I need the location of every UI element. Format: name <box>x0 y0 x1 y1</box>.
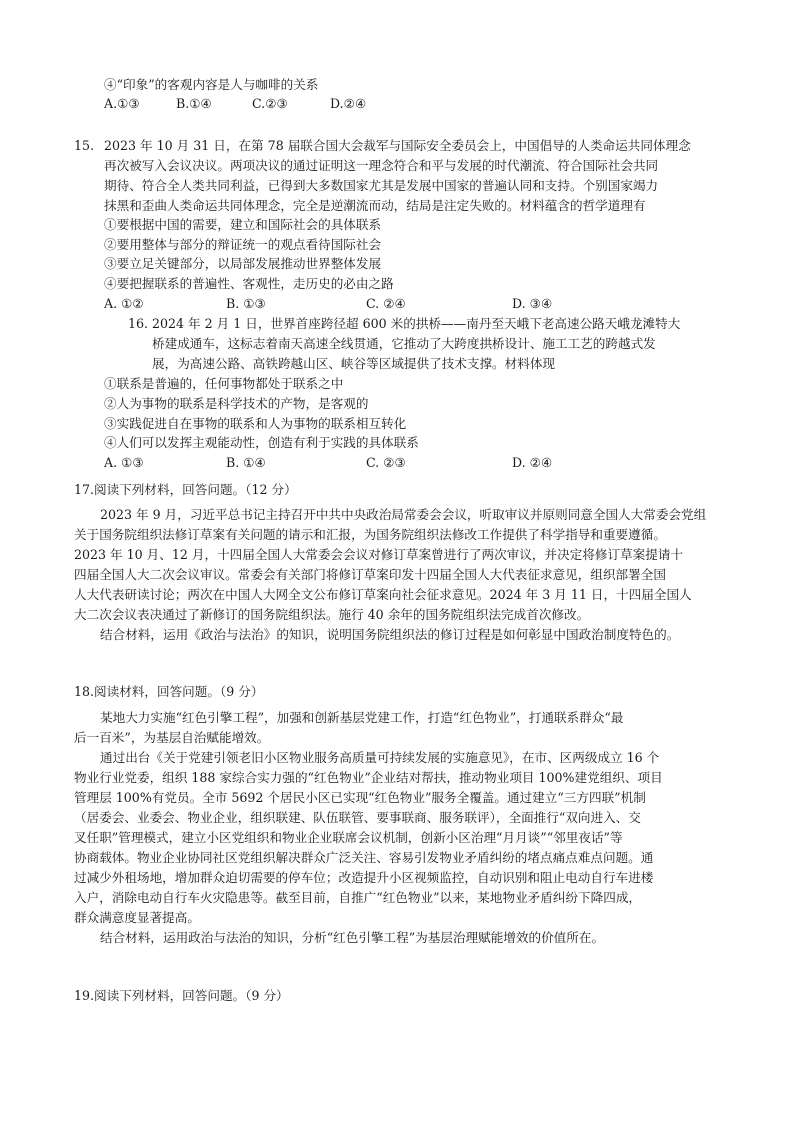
q15-item-4: ④要把握联系的普遍性、客观性，走历史的必由之路 <box>104 276 394 291</box>
q17-prompt: 结合材料，运用《政治与法治》的知识，说明国务院组织法的修订过程是如何彰显中国政治制度特色的。 <box>100 627 680 642</box>
q16-option-b: B. ①④ <box>226 455 266 470</box>
q15-item-3: ③要立足关键部分，以局部发展推动世界整体发展 <box>104 256 382 271</box>
q17-line-4: 四届全国人大二次会议审议。常委会有关部门将修订草案印发十四届全国人大代表征求意见，组织部署全国 <box>74 567 666 582</box>
q16-item-2: ②人为事物的联系是科学技术的产物，是客观的 <box>104 396 369 411</box>
q16-item-1: ①联系是普遍的，任何事物都处于联系之中 <box>104 376 344 391</box>
q16-options <box>104 454 584 472</box>
q15-item-2: ②要用整体与部分的辩证统一的观点看待国际社会 <box>104 237 382 252</box>
q16-number: 16. <box>128 316 149 331</box>
q17-line-3: 2023 年 10 月、12 月，十四届全国人大常委会会议对修订草案曾进行了两次审议，并决定将修订草案提请十 <box>74 547 684 562</box>
q18-line-3: 通过出台《关于党建引领老旧小区物业服务高质量可持续发展的实施意见》，在市、区两级成立 16 个 <box>100 750 660 765</box>
q19-title: 19.阅读下列材料，回答问题。（9 分） <box>74 988 289 1003</box>
q17-line-1: 2023 年 9 月，习近平总书记主持召开中共中央政治局常委会会议，听取审议并原则同意全国人大常委会党组 <box>100 507 707 522</box>
q15-stem-line-2: 再次被写入会议决议。两项决议的通过证明这一理念符合和平与发展的时代潮流、符合国际社会共同 <box>104 158 659 173</box>
q16-stem-line-2: 桥建成通车，这标志着南天高速全线贯通，它推动了大跨度拱桥设计、施工工艺的跨越式发 <box>152 336 656 351</box>
q15-option-c: C. ②④ <box>366 296 406 311</box>
q18-line-10: 入户，消除电动自行车火灾隐患等。截至目前，自推广“红色物业”以来，某地物业矛盾纠纷下降四成， <box>74 890 642 905</box>
q14-option-b: B.①④ <box>176 96 212 111</box>
q17-line-2: 关于国务院组织法修订草案有关问题的请示和汇报，为国务院组织法修改工作提供了科学指导和重要遵循。 <box>74 527 666 542</box>
q18-line-2: 后一百米”，为基层自治赋能增效。 <box>74 730 270 745</box>
q17-line-6: 大二次会议表决通过了新修订的国务院组织法。施行 40 余年的国务院组织法完成首次修改。 <box>74 607 590 622</box>
q14-options <box>104 95 404 113</box>
q18-line-8: 协商载体。物业企业协同社区党组织解决群众广泛关注、容易引发物业矛盾纠纷的堵点痛点难点问题。通 <box>74 850 654 865</box>
q18-line-9: 过减少外租场地，增加群众迫切需要的停车位；改造提升小区视频监控，自动识别和阻止电动自行车进楼 <box>74 870 654 885</box>
q14-item-4: ④“印象”的客观内容是人与咖啡的关系 <box>104 77 319 92</box>
q14-option-c: C.②③ <box>252 96 288 111</box>
q15-option-a: A. ①② <box>104 296 144 311</box>
q15-option-b: B. ①③ <box>226 296 266 311</box>
q14-option-d: D.②④ <box>330 96 367 111</box>
q18-line-11: 群众满意度显著提高。 <box>74 910 200 925</box>
q18-line-4: 物业行业党委，组织 188 家综合实力强的“红色物业”企业结对帮扶，推动物业项目 100%建党组织、项目 <box>74 770 663 785</box>
q16-item-4: ④人们可以发挥主观能动性，创造有利于实践的具体联系 <box>104 435 419 450</box>
q16-stem-line-3: 展，为高速公路、高铁跨越山区、峡谷等区域提供了技术支撑。材料体现 <box>152 356 555 371</box>
q16-option-c: C. ②③ <box>366 455 406 470</box>
q15-stem-line-1: 2023 年 10 月 31 日，在第 78 届联合国大会裁军与国际安全委员会上，中国倡导的人类命运共同体理念 <box>104 138 691 153</box>
q18-line-1: 某地大力实施“红色引擎工程”，加强和创新基层党建工作，打造“红色物业”，打通联系群众“最 <box>100 710 624 725</box>
q18-title: 18.阅读材料，回答问题。（9 分） <box>74 684 264 699</box>
q15-option-d: D. ③④ <box>512 296 553 311</box>
q15-stem-line-3: 期待、符合全人类共同利益，已得到大多数国家尤其是发展中国家的普遍认同和支持。个别国家竭力 <box>104 178 659 193</box>
q15-item-1: ①要根据中国的需要，建立和国际社会的具体联系 <box>104 217 382 232</box>
q15-options <box>104 295 584 313</box>
q15-number: 15. <box>74 138 95 153</box>
q18-prompt: 结合材料，运用政治与法治的知识，分析“红色引擎工程”为基层治理赋能增效的价值所在。 <box>100 930 605 945</box>
q14-option-a: A.①③ <box>104 96 140 111</box>
q15-stem-line-4: 抹黑和歪曲人类命运共同体理念，完全是逆潮流而动，结局是注定失败的。材料蕴含的哲学道理有 <box>104 198 646 213</box>
q16-item-3: ③实践促进自在事物的联系和人为事物的联系相互转化 <box>104 416 407 431</box>
q16-option-d: D. ②④ <box>512 455 553 470</box>
q18-line-5: 管理层 100%有党员。全市 5692 个居民小区已实现“红色物业”服务全覆盖。通过建立“三方四联”机制 <box>74 790 646 805</box>
q18-line-7: 叉任职”管理模式，建立小区党组织和物业企业联席会议机制，创新小区治理“月月谈”“邻里夜话”等 <box>74 830 623 845</box>
q18-line-6: （居委会、业委会、物业企业，组织联建、队伍联管、要事联商、服务联评），全面推行“双向进入、交 <box>74 810 641 825</box>
q16-stem-line-1: 2024 年 2 月 1 日，世界首座跨径超 600 米的拱桥——南丹至天峨下老高速公路天峨龙滩特大 <box>152 316 681 331</box>
q17-line-5: 人大代表研读讨论；两次在中国人大网全文公布修订草案向社会征求意见。2024 年 3 月 11 日，十四届全国人 <box>74 587 692 602</box>
q17-title: 17.阅读下列材料，回答问题。（12 分） <box>74 482 297 497</box>
q16-option-a: A. ①③ <box>104 455 144 470</box>
